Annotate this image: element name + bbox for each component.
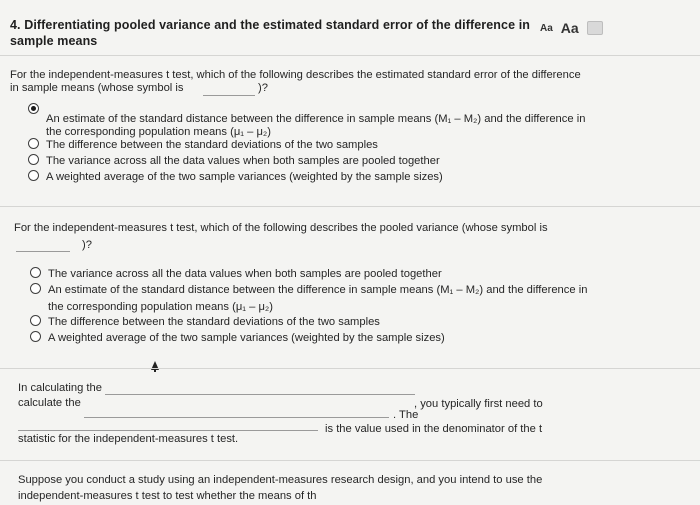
divider [0,206,700,207]
q3-line-2-label: calculate the [18,397,81,409]
q3-line-1-label: In calculating the [18,382,102,394]
q2-option-3-label[interactable]: The difference between the standard deviations of the two samples [48,316,380,328]
q2-option-4-radio[interactable] [30,331,41,342]
q1-prompt: For the independent-measures t test, which of the following describes the estimated standard error of the difference [10,69,581,81]
q1-symbol-blank[interactable] [203,95,255,96]
q1-prompt-continued: in sample means (whose symbol is [10,82,184,94]
q1-option-1-radio[interactable] [28,103,39,114]
q1-option-4-label[interactable]: A weighted average of the two sample variances (weighted by the sample sizes) [46,171,443,183]
q3-blank-3[interactable] [18,430,318,431]
question-title: 4. Differentiating pooled variance and the estimated standard error of the difference in [10,18,531,32]
increase-font-button[interactable]: Aa [560,20,579,36]
q2-option-2-label-continued[interactable]: the corresponding population means (μ₁ – μ₂) [48,301,273,313]
q3-blank-2[interactable] [84,417,389,418]
q2-option-3-radio[interactable] [30,315,41,326]
q2-option-1-label[interactable]: The variance across all the data values when both samples are pooled together [48,268,442,280]
divider [0,55,700,56]
question-title-continued: sample means [10,34,98,48]
text-size-toolbar [540,20,603,36]
q1-option-4-radio[interactable] [28,170,39,181]
q3-blank-1[interactable] [105,394,415,395]
divider [0,460,700,461]
q1-option-1-label-continued[interactable]: the corresponding population means (μ₁ – μ₂) [46,126,271,138]
q2-option-1-radio[interactable] [30,267,41,278]
q1-option-3-label[interactable]: The variance across all the data values when both samples are pooled together [46,155,440,167]
q1-option-1-label[interactable]: An estimate of the standard distance between the difference in sample means (M₁ – M₂) and the difference in [46,113,586,125]
q2-symbol-blank[interactable] [16,251,70,252]
q2-prompt-end: )? [82,239,92,251]
q3-line-1-suffix: , you typically first need to [414,398,543,410]
q2-prompt: For the independent-measures t test, which of the following describes the pooled variance (whose symbol is [14,222,548,234]
q1-option-2-radio[interactable] [28,138,39,149]
q1-prompt-end: )? [258,82,268,94]
q3-line-2-suffix: . The [393,409,419,421]
q1-option-2-label[interactable]: The difference between the standard deviations of the two samples [46,139,378,151]
print-icon[interactable] [587,21,603,35]
q1-option-3-radio[interactable] [28,154,39,165]
q2-option-4-label[interactable]: A weighted average of the two sample variances (weighted by the sample sizes) [48,332,445,344]
q3-line-4: statistic for the independent-measures t test. [18,433,239,445]
q3-line-3-suffix: is the value used in the denominator of the t [325,423,543,435]
divider [0,368,700,369]
q2-option-2-radio[interactable] [30,283,41,294]
q4-prompt: Suppose you conduct a study using an independent-measures research design, and you intend to use the [18,474,543,486]
q4-prompt-continued: independent-measures t test to test whether the means of th [18,490,317,502]
q2-option-2-label[interactable]: An estimate of the standard distance between the difference in sample means (M₁ – M₂) and the difference in [48,284,588,296]
decrease-font-button[interactable]: Aa [540,22,553,34]
